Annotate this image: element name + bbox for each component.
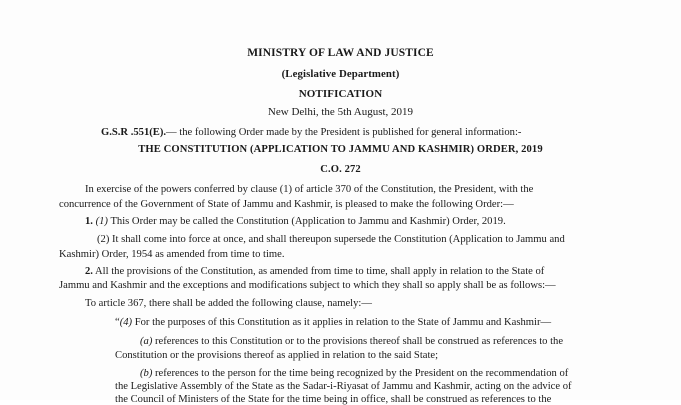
clause-4-quote: “ <box>115 317 120 328</box>
sub-a-line-1 <box>140 336 563 347</box>
gsr-line <box>101 127 521 138</box>
gsr-number: G.S.R .551(E). <box>101 127 167 138</box>
ministry-heading: MINISTRY OF LAW AND JUSTICE <box>247 47 434 59</box>
notification-heading: NOTIFICATION <box>298 88 383 100</box>
article-367-line: To article 367, there shall be added the following clause, namely:— <box>85 298 372 309</box>
order-code: C.O. 272 <box>320 164 361 175</box>
gsr-text: — the following Order made by the President is published for general information:- <box>166 127 522 138</box>
place-date: New Delhi, the 5th August, 2019 <box>267 106 414 118</box>
preamble-line-2: concurrence of the Government of State of Jammu and Kashmir, is pleased to make the following Order:— <box>59 199 514 210</box>
sub-b-line-1 <box>140 368 568 379</box>
order-title: THE CONSTITUTION (APPLICATION TO JAMMU AND KASHMIR) ORDER, 2019 <box>138 144 543 155</box>
sub-b-line-3: the Council of Ministers of the State for the time being in office, shall be construed as references to the <box>115 394 552 405</box>
sub-a-text-1: references to this Constitution or to the provisions thereof shall be construed as references to the <box>155 336 564 347</box>
sub-a-label: (a) <box>140 336 153 347</box>
para1-clause: (1) <box>95 216 108 227</box>
sub-b-label: (b) <box>140 368 153 379</box>
para1b-line-1: (2) It shall come into force at once, and shall thereupon supersede the Constitution (Application to Jammu and <box>97 234 565 245</box>
para1-line <box>85 216 506 227</box>
clause-4-text: For the purposes of this Constitution as it applies in relation to the State of Jammu and Kashmir— <box>134 317 552 328</box>
para1-text: This Order may be called the Constitution (Application to Jammu and Kashmir) Order, 2019. <box>110 216 506 227</box>
clause-4-line <box>115 317 551 328</box>
para1-number: 1. <box>85 216 93 227</box>
sub-a-line-2: Constitution or the provisions thereof as applied in relation to the said State; <box>115 350 439 361</box>
sub-b-line-2: the Legislative Assembly of the State as the Sadar-i-Riyasat of Jammu and Kashmir, acting on the advice of <box>115 381 572 392</box>
para1b-line-2: Kashmir) Order, 1954 as amended from time to time. <box>59 249 285 260</box>
para2-line-1 <box>85 266 544 277</box>
para2-line-2: Jammu and Kashmir and the exceptions and modifications subject to which they shall so apply shall be as follows:— <box>59 280 556 291</box>
department-heading: (Legislative Department) <box>281 68 400 80</box>
clause-4-number: (4) <box>119 317 133 328</box>
preamble-line-1: In exercise of the powers conferred by clause (1) of article 370 of the Constitution, the President, with the <box>85 184 534 195</box>
para2-number: 2. <box>85 266 93 277</box>
sub-b-text-1: references to the person for the time being recognized by the President on the recommendation of <box>155 368 569 379</box>
para2-text-1: All the provisions of the Constitution, as amended from time to time, shall apply in relation to the State of <box>95 266 545 277</box>
